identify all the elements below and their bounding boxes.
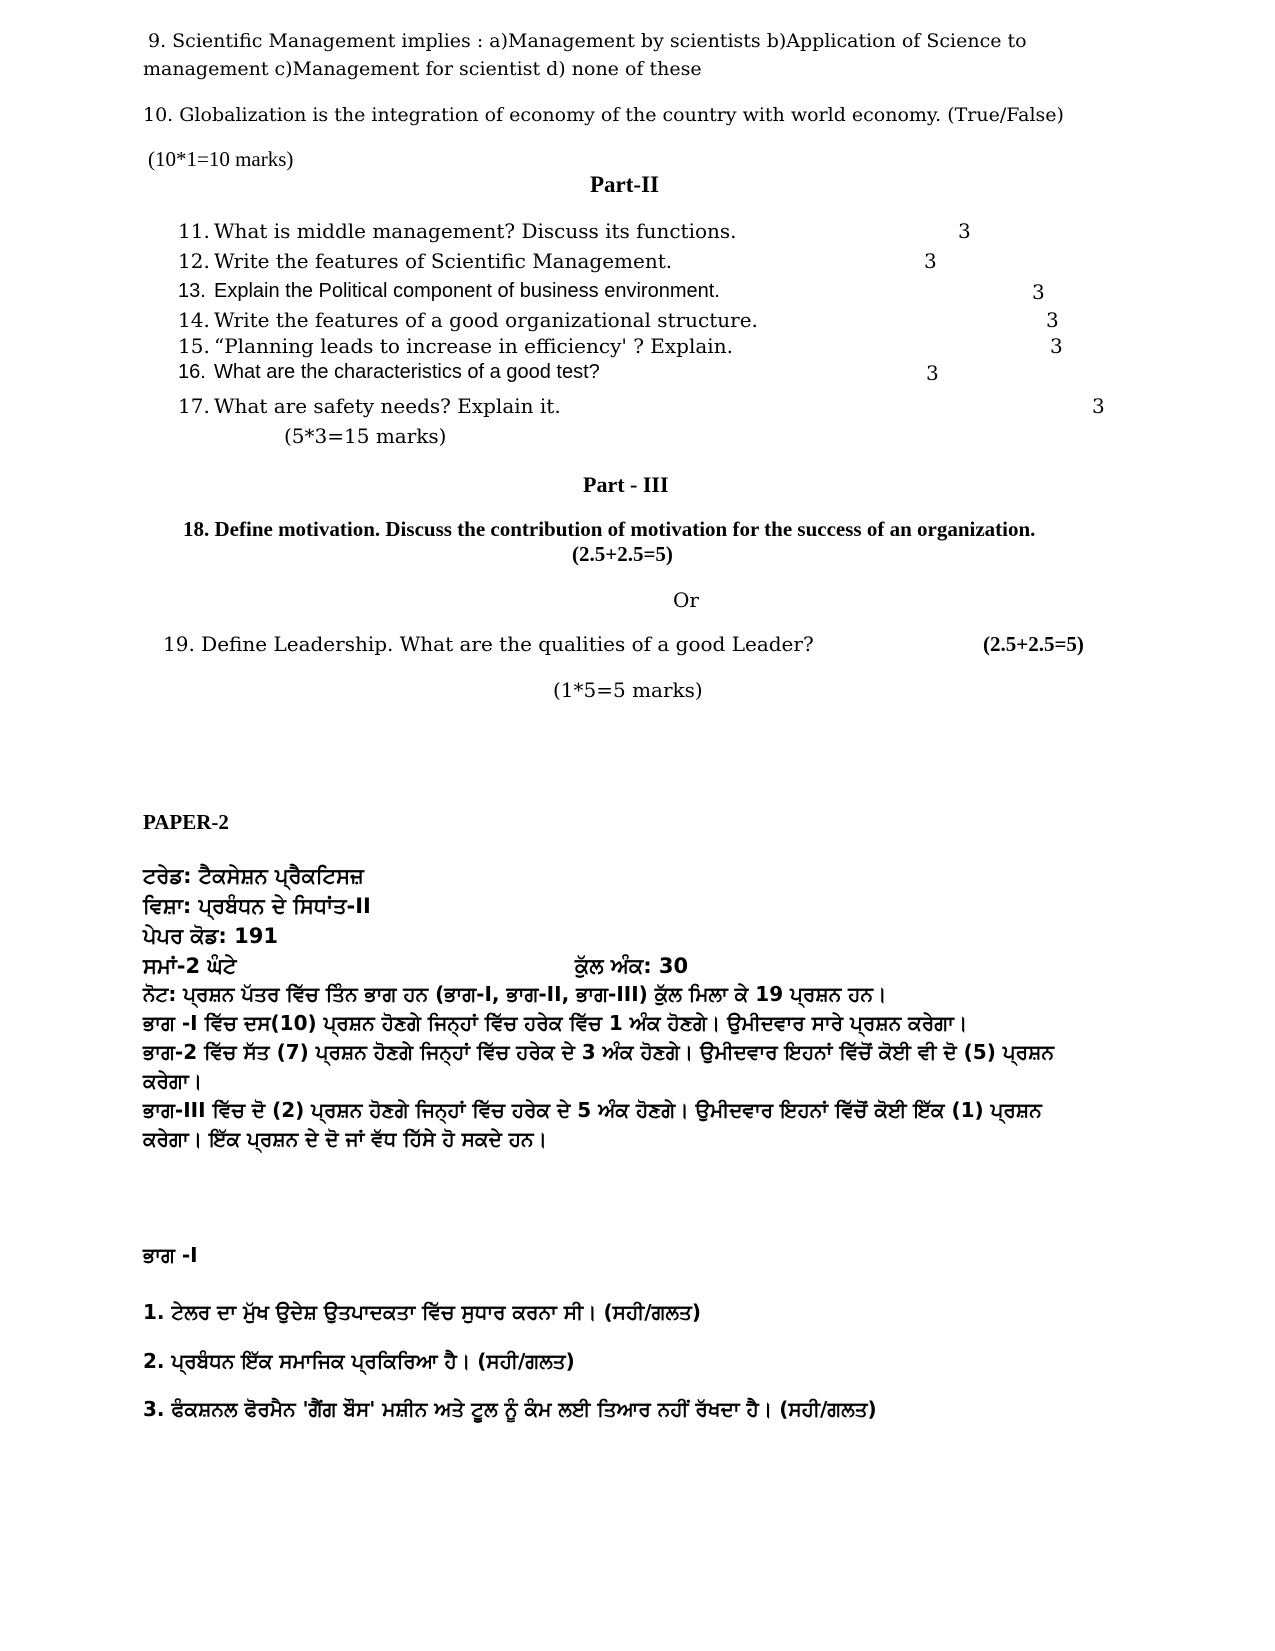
part1-marks: (10*1=10 marks) (148, 147, 294, 171)
question-19: 19. Define Leadership. What are the qualities of a good Leader? (163, 632, 814, 656)
paper2-heading: PAPER-2 (143, 810, 229, 834)
part1-note: ਭਾਗ -I ਵਿੱਚ ਦਸ(10) ਪ੍ਰਸ਼ਨ ਹੋਣਗੇ ਜਿਨ੍ਹਾਂ ਵਿੱਚ ਹਰੇਕ ਵਿੱਚ 1 ਅੰਕ ਹੋਣਗੇ। ਉਮੀਦਵਾਰ ਸਾਰੇ ਪ੍ਰਸ਼ਨ ਕਰੇਗਾ। (143, 1011, 968, 1035)
punjabi-question-1: 1. ਟੇਲਰ ਦਾ ਮੁੱਖ ਉਦੇਸ਼ ਉਤਪਾਦਕਤਾ ਵਿੱਚ ਸੁਧਾਰ ਕਰਨਾ ਸੀ। (ਸਹੀ/ਗਲਤ) (143, 1300, 701, 1324)
question-12-text: Write the features of Scientific Management. (214, 249, 673, 273)
question-15-number: 15. (178, 334, 210, 358)
question-9-line-1: 9. Scientific Management implies : a)Management by scientists b)Application of Science to (148, 30, 1027, 52)
question-10: 10. Globalization is the integration of economy of the country with world economy. (True/False) (143, 104, 1064, 126)
trade-line: ਟਰੇਡ: ਟੈਕਸੇਸ਼ਨ ਪ੍ਰੈਕਟਿਸਜ਼ (143, 864, 364, 888)
question-16-number: 16. (178, 361, 206, 383)
punjabi-question-2: 2. ਪ੍ਰਬੰਧਨ ਇੱਕ ਸਮਾਜਿਕ ਪ੍ਰਕਿਰਿਆ ਹੈ। (ਸਹੀ/ਗਲਤ) (143, 1349, 575, 1373)
question-11-text: What is middle management? Discuss its functions. (214, 219, 737, 243)
time-line: ਸਮਾਂ-2 ਘੰਟੇ (143, 954, 237, 978)
question-16-text: What are the characteristics of a good test? (214, 361, 600, 383)
question-17-number: 17. (178, 394, 210, 418)
punjabi-question-3: 3. ਫੰਕਸ਼ਨਲ ਫੋਰਮੈਨ 'ਗੈਂਗ ਬੌਸ' ਮਸ਼ੀਨ ਅਤੇ ਟੂਲ ਨੂੰ ਕੰਮ ਲਈ ਤਿਆਰ ਨਹੀਂ ਰੱਖਦਾ ਹੈ। (ਸਹੀ/ਗਲਤ) (143, 1397, 877, 1421)
question-11-marks: 3 (958, 219, 971, 243)
question-14-marks: 3 (1046, 308, 1059, 332)
part3-note-line-2: ਕਰੇਗਾ। ਇੱਕ ਪ੍ਰਸ਼ਨ ਦੇ ਦੋ ਜਾਂ ਵੱਧ ਹਿੱਸੇ ਹੋ ਸਕਦੇ ਹਨ। (143, 1127, 548, 1151)
question-15-marks: 3 (1050, 334, 1063, 358)
question-18-marks: (2.5+2.5=5) (572, 542, 673, 566)
question-18: 18. Define motivation. Discuss the contribution of motivation for the success of an organization. (183, 517, 1036, 541)
note-line: ਨੋਟ: ਪ੍ਰਸ਼ਨ ਪੱਤਰ ਵਿੱਚ ਤਿੰਨ ਭਾਗ ਹਨ (ਭਾਗ-I, ਭਾਗ-II, ਭਾਗ-III) ਕੁੱਲ ਮਿਲਾ ਕੇ 19 ਪ੍ਰਸ਼ਨ ਹਨ। (143, 982, 887, 1006)
total-marks-line: ਕੁੱਲ ਅੰਕ: 30 (575, 954, 689, 978)
question-17-marks: 3 (1092, 394, 1105, 418)
question-15-text: “Planning leads to increase in efficiency' ? Explain. (214, 334, 733, 358)
question-9-line-2: management c)Management for scientist d) none of these (143, 58, 702, 80)
question-12-number: 12. (178, 249, 210, 273)
question-14-text: Write the features of a good organizational structure. (214, 308, 758, 332)
section-heading-part1: ਭਾਗ -I (143, 1243, 198, 1267)
question-17-text: What are safety needs? Explain it. (214, 394, 561, 418)
part2-note-line-1: ਭਾਗ-2 ਵਿੱਚ ਸੱਤ (7) ਪ੍ਰਸ਼ਨ ਹੋਣਗੇ ਜਿਨ੍ਹਾਂ ਵਿੱਚ ਹਰੇਕ ਦੇ 3 ਅੰਕ ਹੋਣਗੇ। ਉਮੀਦਵਾਰ ਇਹਨਾਂ ਵਿੱਚੋਂ ਕੋਈ ਵੀ ਦੋ (5) ਪ੍ਰਸ਼ਨ (143, 1040, 1054, 1064)
question-11-number: 11. (178, 219, 210, 243)
part3-note-line-1: ਭਾਗ-III ਵਿੱਚ ਦੋ (2) ਪ੍ਰਸ਼ਨ ਹੋਣਗੇ ਜਿਨ੍ਹਾਂ ਵਿੱਚ ਹਰੇਕ ਦੇ 5 ਅੰਕ ਹੋਣਗੇ। ਉਮੀਦਵਾਰ ਇਹਨਾਂ ਵਿੱਚੋਂ ਕੋਈ ਇੱਕ (1) ਪ੍ਰਸ਼ਨ (143, 1098, 1042, 1122)
question-19-marks: (2.5+2.5=5) (983, 632, 1084, 656)
question-14-number: 14. (178, 308, 210, 332)
paper-code-line: ਪੇਪਰ ਕੋਡ: 191 (143, 924, 278, 948)
part3-marks: (1*5=5 marks) (553, 678, 703, 702)
or-separator: Or (673, 588, 699, 612)
part2-heading: Part-II (590, 172, 659, 197)
part2-note-line-2: ਕਰੇਗਾ। (143, 1069, 203, 1093)
subject-line: ਵਿਸ਼ਾ: ਪ੍ਰਬੰਧਨ ਦੇ ਸਿਧਾਂਤ-II (143, 894, 371, 918)
part2-marks: (5*3=15 marks) (284, 424, 447, 448)
question-12-marks: 3 (924, 249, 937, 273)
part3-heading: Part - III (583, 472, 669, 497)
question-13-number: 13. (178, 280, 206, 302)
question-13-marks: 3 (1032, 280, 1045, 304)
question-13-text: Explain the Political component of business environment. (214, 280, 720, 302)
question-16-marks: 3 (926, 361, 939, 385)
